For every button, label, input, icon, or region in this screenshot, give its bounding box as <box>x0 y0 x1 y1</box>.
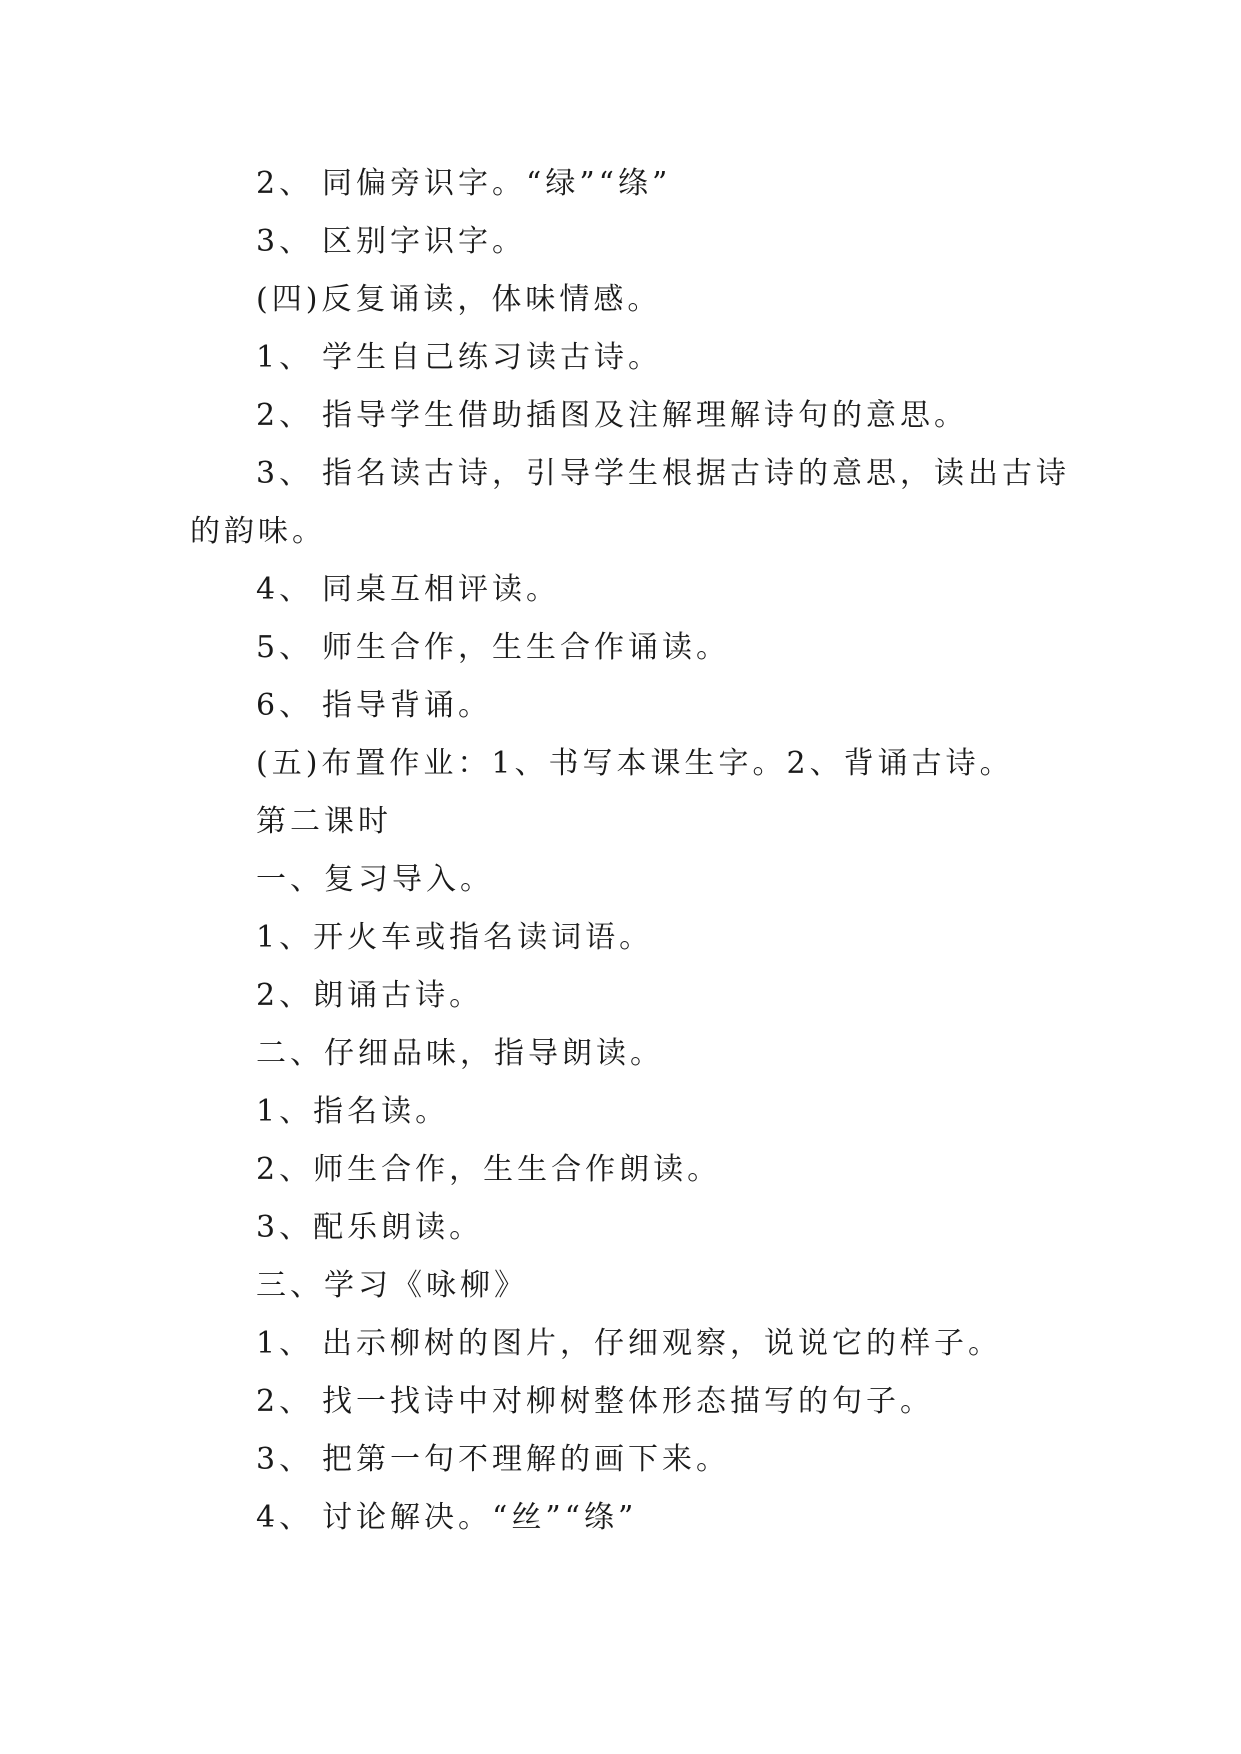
paragraph-line <box>190 967 1060 1025</box>
paragraph-line <box>190 909 1060 967</box>
paragraph-line <box>190 1431 1060 1489</box>
line-text: 的韵味。 <box>190 514 326 549</box>
line-text: 指导背诵。 <box>322 688 492 723</box>
list-number: 2、 <box>256 398 314 433</box>
list-number: 2、 <box>256 166 314 201</box>
line-text: 3、配乐朗读。 <box>256 1210 484 1245</box>
line-text: 2、朗诵古诗。 <box>256 978 484 1013</box>
section-heading <box>190 735 1060 793</box>
list-number: 1、 <box>256 1326 314 1361</box>
paragraph-line <box>190 1083 1060 1141</box>
line-text: 师生合作，生生合作诵读。 <box>322 630 730 665</box>
section-heading <box>190 851 1060 909</box>
line-text: 找一找诗中对柳树整体形态描写的句子。 <box>322 1384 934 1419</box>
paragraph-line <box>190 619 1060 677</box>
line-text: 1、开火车或指名读词语。 <box>256 920 654 955</box>
line-text: 把第一句不理解的画下来。 <box>322 1442 730 1477</box>
paragraph-line <box>190 1315 1060 1373</box>
paragraph-line <box>190 1373 1060 1431</box>
line-text: 第二课时 <box>256 804 392 839</box>
line-text: 2、师生合作，生生合作朗读。 <box>256 1152 722 1187</box>
line-text: (五)布置作业：1、书写本课生字。2、背诵古诗。 <box>256 746 1014 781</box>
paragraph-continuation <box>190 503 1060 561</box>
section-heading <box>190 1257 1060 1315</box>
paragraph-line <box>190 1489 1060 1547</box>
line-text: (四)反复诵读，体味情感。 <box>256 282 662 317</box>
line-text: 区别字识字。 <box>322 224 526 259</box>
list-number: 2、 <box>256 1384 314 1419</box>
paragraph-line <box>190 329 1060 387</box>
lesson-heading <box>190 793 1060 851</box>
list-number: 3、 <box>256 456 314 491</box>
section-heading <box>190 1025 1060 1083</box>
paragraph-line <box>190 155 1060 213</box>
paragraph-line <box>190 445 1070 503</box>
document-body <box>190 155 1070 1547</box>
list-number: 1、 <box>256 340 314 375</box>
line-text: 二、仔细品味，指导朗读。 <box>256 1036 664 1071</box>
list-number: 6、 <box>256 688 314 723</box>
section-heading <box>190 271 1060 329</box>
paragraph-line <box>190 387 1060 445</box>
line-text: 学生自己练习读古诗。 <box>322 340 662 375</box>
line-text: 指名读古诗，引导学生根据古诗的意思，读出古诗 <box>322 456 1070 491</box>
line-text: 讨论解决。“丝”“绦” <box>322 1500 638 1535</box>
list-number: 3、 <box>256 224 314 259</box>
list-number: 3、 <box>256 1442 314 1477</box>
paragraph-line <box>190 561 1060 619</box>
paragraph-line <box>190 677 1060 735</box>
line-text: 指导学生借助插图及注解理解诗句的意思。 <box>322 398 968 433</box>
paragraph-line <box>190 213 1060 271</box>
list-number: 4、 <box>256 572 314 607</box>
paragraph-line <box>190 1199 1060 1257</box>
paragraph-line <box>190 1141 1060 1199</box>
line-text: 同偏旁识字。“绿”“绦” <box>322 166 672 201</box>
list-number: 4、 <box>256 1500 314 1535</box>
line-text: 一、复习导入。 <box>256 862 494 897</box>
line-text: 1、指名读。 <box>256 1094 450 1129</box>
line-text: 三、学习《咏柳》 <box>256 1268 528 1303</box>
line-text: 同桌互相评读。 <box>322 572 560 607</box>
list-number: 5、 <box>256 630 314 665</box>
line-text: 出示柳树的图片，仔细观察，说说它的样子。 <box>322 1326 1002 1361</box>
